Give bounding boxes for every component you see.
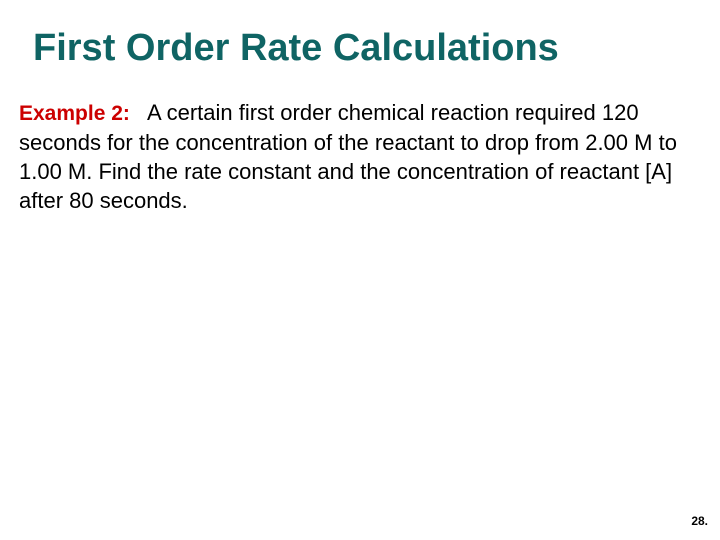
example-paragraph [19, 98, 709, 215]
page-number: 28. [691, 514, 708, 528]
example-text: A certain first order chemical reaction required 120 seconds for the concentration of the reactant to drop from 2.00 M to 1.00 M. Find the rate constant and the concentration of reactant [A] after 80 seconds. [19, 100, 677, 213]
example-label: Example 2: [19, 102, 130, 125]
slide-title: First Order Rate Calculations [33, 27, 559, 69]
